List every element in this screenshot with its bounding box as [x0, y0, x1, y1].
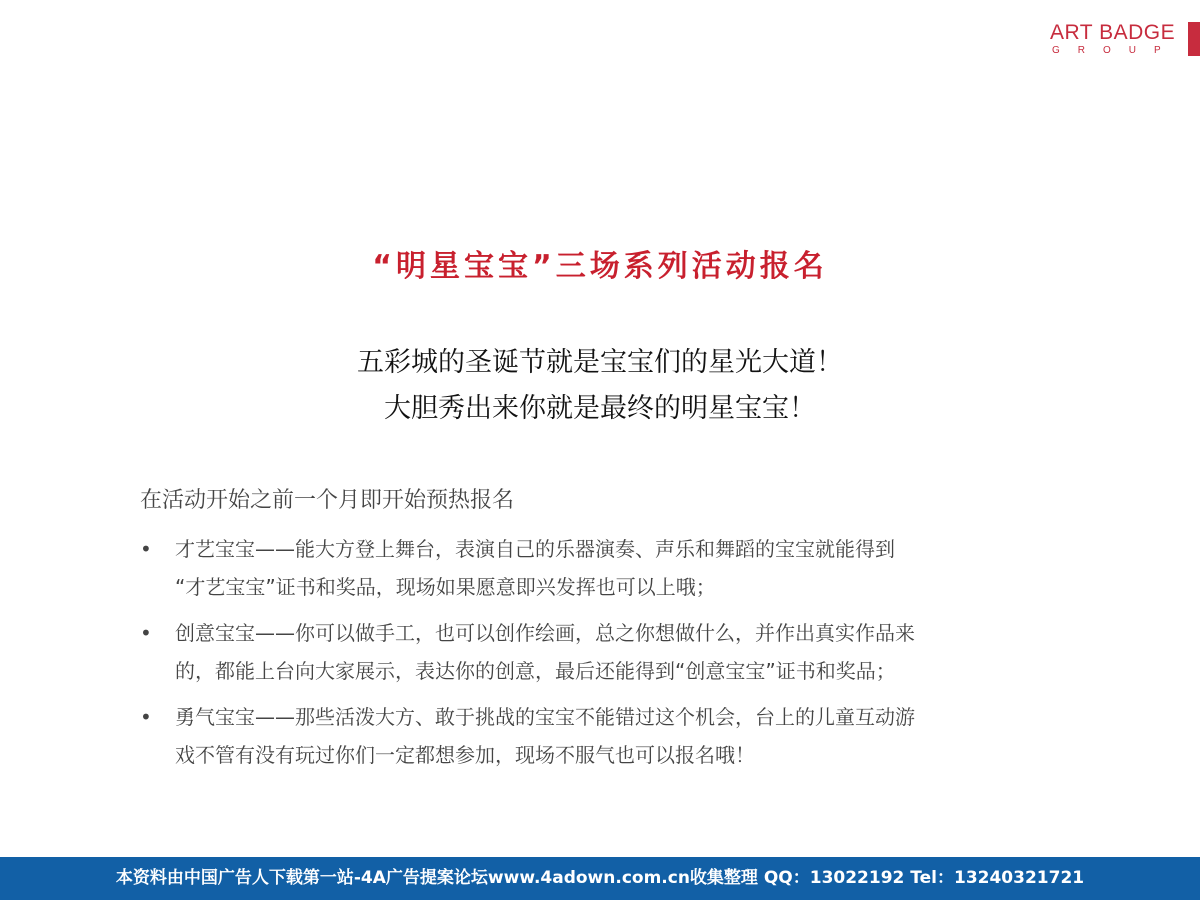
intro-text: 在活动开始之前一个月即开始预热报名	[140, 488, 515, 513]
bullet-marker: •	[140, 537, 152, 561]
bullet-list	[140, 530, 1060, 782]
logo-wordmark: ART BADGE	[1050, 21, 1176, 44]
logo-subtitle: GROUP	[1052, 45, 1179, 56]
slogan	[0, 340, 1200, 432]
bullet-item-courage	[140, 698, 1060, 774]
bullet-marker: •	[140, 705, 152, 729]
logo-red-bar	[1188, 22, 1200, 56]
bullet-line: 勇气宝宝——那些活泼大方、敢于挑战的宝宝不能错过这个机会，台上的儿童互动游	[175, 705, 915, 729]
bullet-line: 的，都能上台向大家展示，表达你的创意，最后还能得到“创意宝宝”证书和奖品；	[175, 659, 896, 683]
bullet-item-talent	[140, 530, 1060, 606]
bullet-line: 戏不管有没有玩过你们一定都想参加，现场不服气也可以报名哦！	[175, 743, 755, 767]
footer-banner: 本资料由中国广告人下载第一站-4A广告提案论坛www.4adown.com.cn收集整理 QQ：13022192 Tel：13240321721	[0, 857, 1200, 900]
bullet-line: 创意宝宝——你可以做手工，也可以创作绘画，总之你想做什么，并作出真实作品来	[175, 621, 915, 645]
bullet-line: 才艺宝宝——能大方登上舞台，表演自己的乐器演奏、声乐和舞蹈的宝宝就能得到	[175, 537, 895, 561]
bullet-marker: •	[140, 621, 152, 645]
slogan-line: 五彩城的圣诞节就是宝宝们的星光大道！	[357, 347, 843, 378]
bullet-item-creative	[140, 614, 1060, 690]
slide-title: “明星宝宝”三场系列活动报名	[372, 249, 828, 284]
bullet-line: “才艺宝宝”证书和奖品，现场如果愿意即兴发挥也可以上哦；	[175, 575, 716, 599]
slogan-line: 大胆秀出来你就是最终的明星宝宝！	[384, 393, 816, 424]
art-badge-logo	[1050, 22, 1200, 62]
